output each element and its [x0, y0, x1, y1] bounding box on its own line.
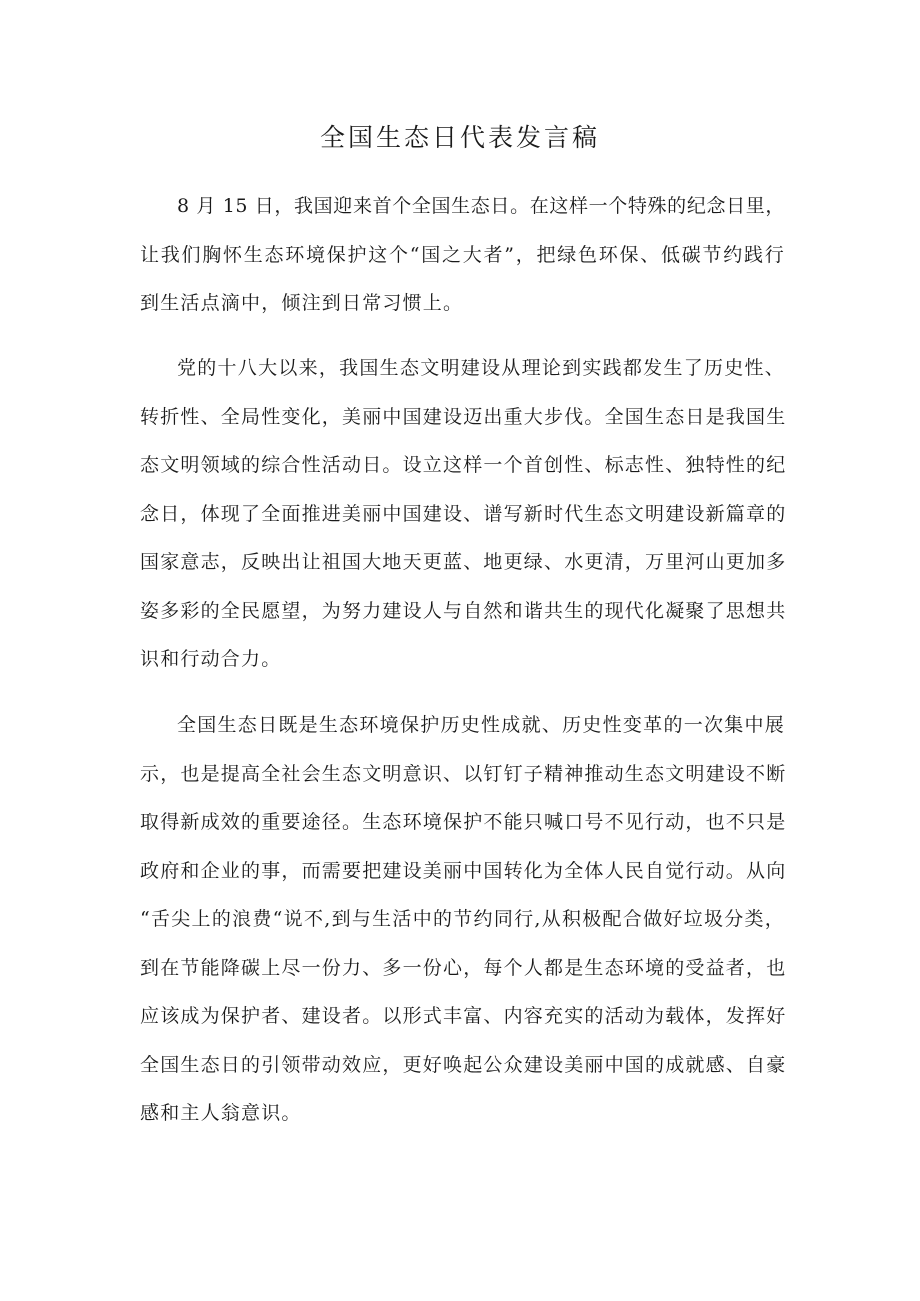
paragraph-line: 到生活点滴中，倾注到日常习惯上。 [140, 292, 464, 314]
paragraph-3 [140, 701, 785, 1138]
paragraph-line: 感和主人翁意识。 [140, 1102, 302, 1124]
paragraph-1 [140, 182, 785, 328]
paragraph-line: 到在节能降碳上尽一份力、多一份心，每个人都是生态环境的受益者，也 [140, 956, 787, 979]
paragraph-line: 政府和企业的事，而需要把建设美丽中国转化为全体人民自觉行动。从向 [140, 859, 787, 882]
paragraph-line: 识和行动合力。 [140, 648, 282, 670]
paragraph-line: 全国生态日既是生态环境保护历史性成就、历史性变革的一次集中展 [177, 714, 785, 736]
paragraph-line: 态文明领域的综合性活动日。设立这样一个首创性、标志性、独特性的纪 [140, 454, 787, 476]
paragraph-line: “舌尖上的浪费“说不,到与生活中的节约同行,从积极配合做好垃圾分类， [140, 908, 785, 930]
paragraph-2 [140, 344, 785, 684]
paragraph-line: 全国生态日的引领带动效应，更好唤起公众建设美丽中国的成就感、自豪 [140, 1053, 787, 1076]
paragraph-line: 让我们胸怀生态环境保护这个“国之大者”，把绿色环保、低碳节约践行 [140, 243, 785, 266]
paragraph-line: 国家意志，反映出让祖国大地天更蓝、地更绿、水更清，万里河山更加多 [140, 551, 787, 573]
paragraph-line: 姿多彩的全民愿望，为努力建设人与自然和谐共生的现代化凝聚了思想共 [140, 599, 787, 622]
document-title: 全国生态日代表发言稿 [319, 123, 600, 152]
paragraph-line: 应该成为保护者、建设者。以形式丰富、内容充实的活动为载体，发挥好 [140, 1005, 787, 1027]
paragraph-line: 念日，体现了全面推进美丽中国建设、谱写新时代生态文明建设新篇章的 [140, 502, 787, 525]
paragraph-line: 转折性、全局性变化，美丽中国建设迈出重大步伐。全国生态日是我国生 [140, 405, 787, 428]
paragraph-line: 取得新成效的重要途径。生态环境保护不能只喊口号不见行动，也不只是 [140, 811, 787, 833]
paragraph-line: 党的十八大以来，我国生态文明建设从理论到实践都发生了历史性、 [177, 357, 785, 379]
paragraph-line: 示，也是提高全社会生态文明意识、以钉钉子精神推动生态文明建设不断 [140, 762, 787, 785]
paragraph-line: 8 月 15 日，我国迎来首个全国生态日。在这样一个特殊的纪念日里， [177, 195, 785, 217]
